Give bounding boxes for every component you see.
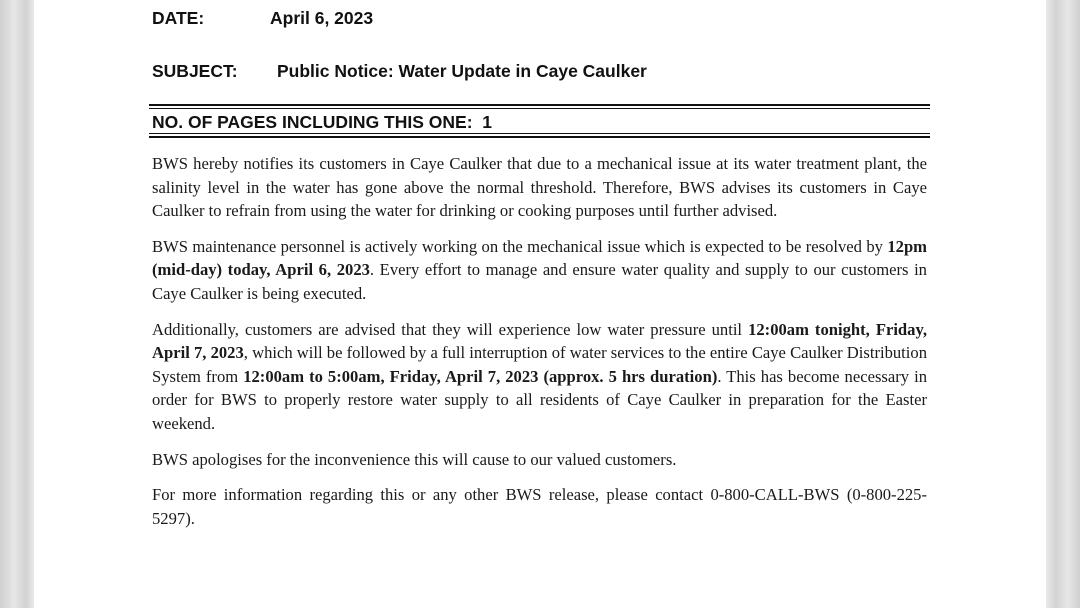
paragraph-interruption <box>152 318 927 436</box>
pages-row <box>152 112 492 133</box>
top-divider-thin <box>149 108 930 109</box>
p2-resolution-time: 12pm (mid-day) today, April 6, 2023 <box>152 236 927 280</box>
p3-interruption-window: 12:00am to 5:00am, Friday, April 7, 2023 (approx. 5 hrs duration) <box>243 366 718 386</box>
date-value: April 6, 2023 <box>270 8 374 28</box>
subject-value: Public Notice: Water Update in Caye Caulker <box>277 61 647 81</box>
top-divider <box>149 104 930 106</box>
paragraph-apology: BWS apologises for the inconvenience this will cause to our valued customers. <box>152 449 677 469</box>
paragraph-contact: For more information regarding this or any other BWS release, please contact 0-800-CALL-BWS (0-800-225-5297). <box>152 485 927 528</box>
subject-row <box>152 61 647 82</box>
bottom-divider <box>149 136 930 138</box>
p3-text-c: , which will be followed by a full interruption of water services to the entire Caye Caulker Distribution System from <box>152 343 927 386</box>
paragraph-maintenance <box>152 235 927 306</box>
bottom-divider-thin <box>149 133 930 134</box>
p2-text-c: . Every effort to manage and ensure water quality and supply to our customers in Caye Caulker is being executed. <box>152 260 927 303</box>
paragraph-salinity: BWS hereby notifies its customers in Caye Caulker that due to a mechanical issue at its water treatment plant, the salinity level in the water has gone above the normal threshold. Therefore, BWS advises its customers in Caye Caulker to refrain from using the water for drinking or cooking purposes until further advised. <box>152 154 927 221</box>
subject-label: SUBJECT: <box>152 61 238 81</box>
pages-value: 1 <box>482 112 492 132</box>
notice-body <box>152 152 927 542</box>
p2-text-a: BWS maintenance personnel is actively working on the mechanical issue which is expected to be resolved by <box>152 236 888 256</box>
p3-low-pressure-until: 12:00am tonight, Friday, April 7, 2023 <box>152 319 927 363</box>
date-label: DATE: <box>152 8 205 28</box>
p3-text-a: Additionally, customers are advised that they will experience low water pressure until <box>152 319 749 339</box>
date-row <box>152 8 373 29</box>
p3-text-e: . This has become necessary in order for BWS to properly restore water supply to all residents of Caye Caulker in preparation for the Easter weekend. <box>152 366 927 433</box>
pages-label: NO. OF PAGES INCLUDING THIS ONE: <box>152 112 473 132</box>
